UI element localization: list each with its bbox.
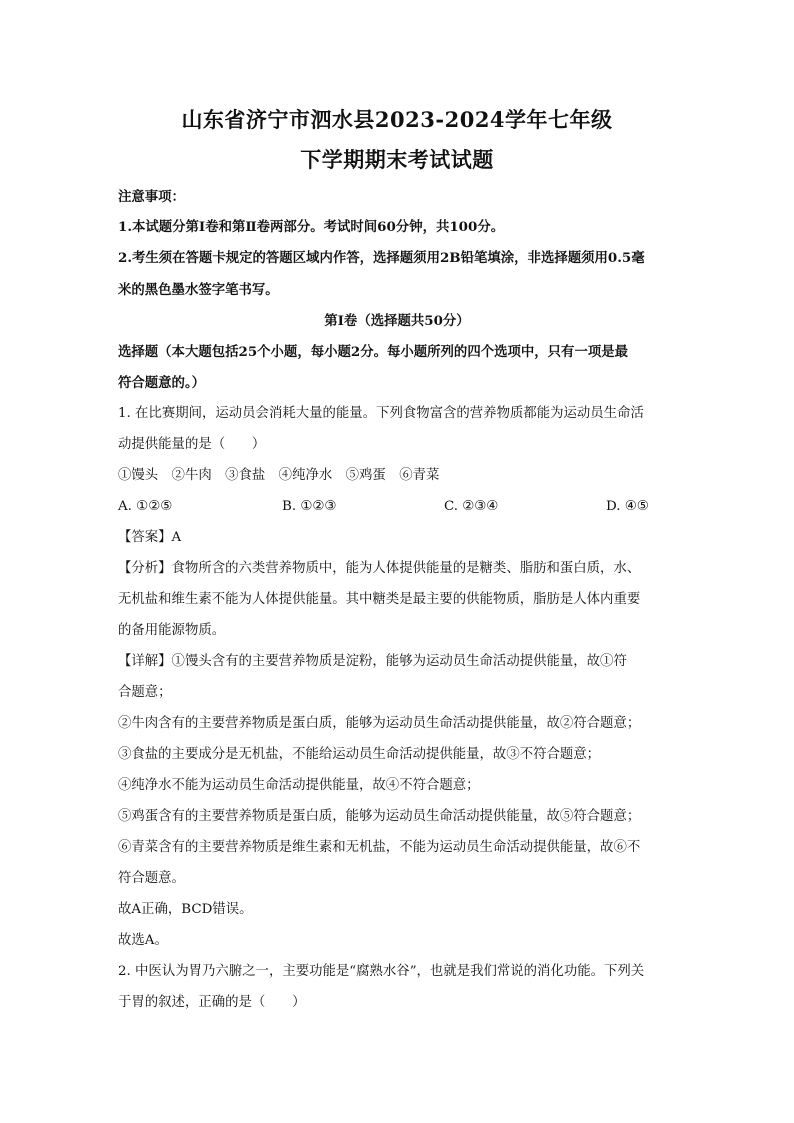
q1-detail-line7: ⑥青菜含有的主要营养物质是维生素和无机盐，不能为运动员生命活动提供能量，故⑥不	[118, 840, 641, 855]
q1-detail-line5: ④纯净水不能为运动员生命活动提供能量，故④不符合题意；	[118, 778, 480, 793]
q1-stem-line1: 1. 在比赛期间，运动员会消耗大量的能量。下列食物富含的营养物质都能为运动员生命活	[118, 406, 644, 421]
section-intro-line2: 符合题意的。）	[118, 375, 206, 391]
q1-analysis-line1: 【分析】食物所含的六类营养物质中，能为人体提供能量的是糖类、脂肪和蛋白质，水、	[118, 561, 641, 576]
q1-detail-line6: ⑤鸡蛋含有的主要营养物质是蛋白质，能够为运动员生命活动提供能量，故⑤符合题意；	[118, 809, 641, 824]
notice-item-2-line2: 米的黑色墨水签字笔书写。	[118, 282, 279, 298]
q1-items: ①馒头 ②牛肉 ③食盐 ④纯净水 ⑤鸡蛋 ⑥青菜	[118, 468, 440, 483]
q1-detail-line2: 合题意；	[118, 685, 172, 700]
q1-analysis-line3: 的备用能源物质。	[118, 623, 226, 638]
q1-option-c: C. ②③④	[444, 499, 499, 514]
q1-option-b: B. ①②③	[282, 499, 337, 514]
notice-item-1: 1.本试题分第Ⅰ卷和第Ⅱ卷两部分。考试时间60分钟，共100分。	[118, 219, 505, 235]
notice-heading: 注意事项：	[118, 189, 185, 205]
q1-option-a: A. ①②⑤	[118, 499, 173, 514]
q1-stem-line2: 动提供能量的是（ ）	[118, 437, 266, 452]
document-title-line1: 山东省济宁市泗水县2023-2024学年七年级	[181, 107, 613, 132]
notice-item-2-line1: 2.考生须在答题卡规定的答题区域内作答，选择题须用2B铅笔填涂，非选择题须用0.5毫	[118, 250, 645, 266]
q2-stem-line2: 于胃的叙述，正确的是（ ）	[118, 995, 306, 1010]
q1-detail-line4: ③食盐的主要成分是无机盐，不能给运动员生命活动提供能量，故③不符合题意；	[118, 747, 601, 762]
q2-stem-line1: 2. 中医认为胃乃六腑之一，主要功能是“腐熟水谷”，也就是我们常说的消化功能。下列关	[118, 964, 645, 979]
q1-answer: 【答案】A	[118, 530, 182, 545]
q1-detail-line8: 符合题意。	[118, 871, 185, 886]
q1-conclusion: 故A正确，BCD错误。	[118, 902, 253, 917]
q1-detail-line1: 【详解】①馒头含有的主要营养物质是淀粉，能够为运动员生命活动提供能量，故①符	[118, 654, 627, 669]
q1-option-d: D. ④⑤	[606, 499, 649, 514]
q1-detail-line3: ②牛肉含有的主要营养物质是蛋白质，能够为运动员生命活动提供能量，故②符合题意；	[118, 716, 641, 731]
q1-analysis-line2: 无机盐和维生素不能为人体提供能量。其中糖类是最主要的供能物质，脂肪是人体内重要	[118, 592, 641, 607]
section-intro-line1: 选择题（本大题包括25个小题，每小题2分。每小题所列的四个选项中，只有一项是最	[118, 344, 629, 360]
q1-choice: 故选A。	[118, 933, 168, 948]
document-title-line2: 下学期期末考试试题	[300, 147, 494, 172]
section-heading: 第Ⅰ卷（选择题共50分）	[324, 313, 470, 329]
